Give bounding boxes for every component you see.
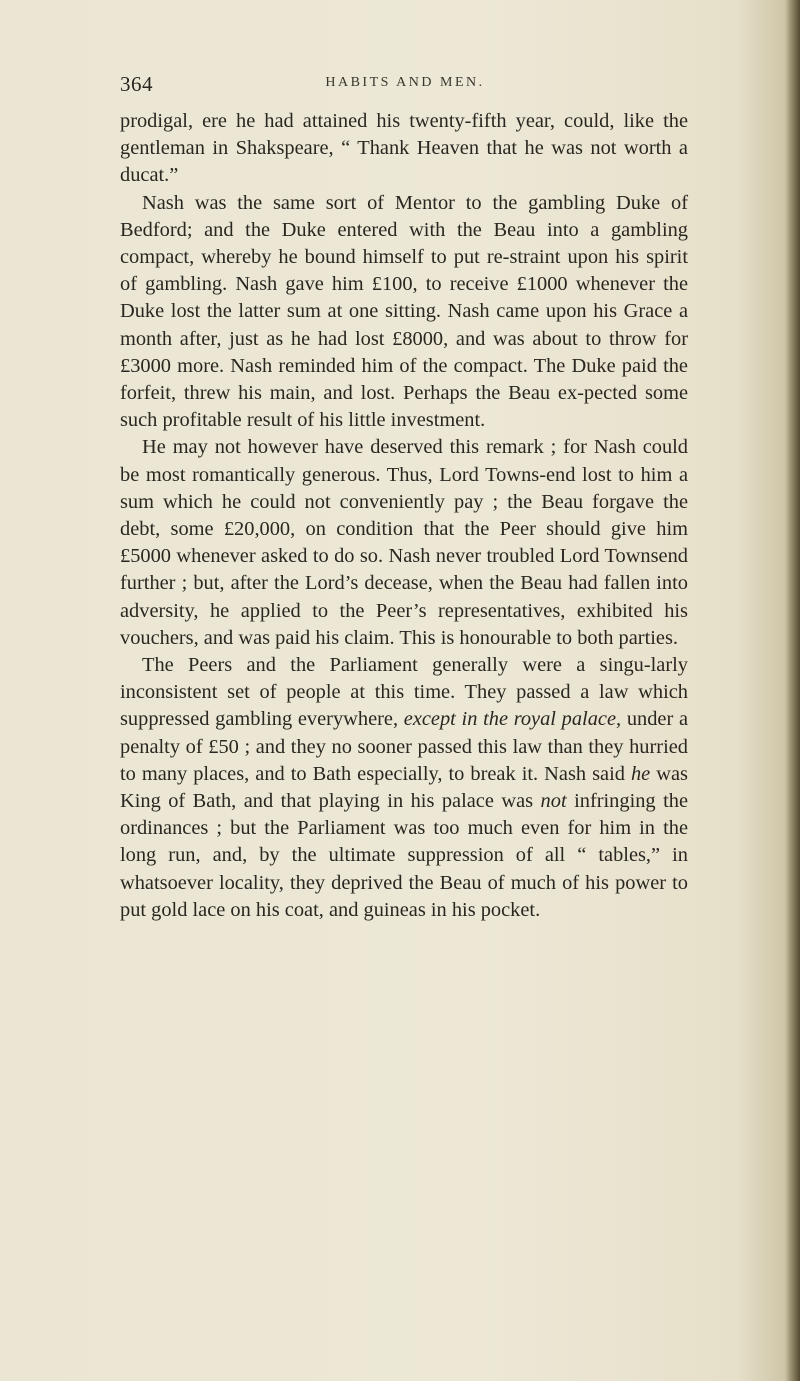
- italic-word-not: not: [540, 790, 567, 813]
- body-text: [120, 108, 688, 924]
- page-header: [120, 72, 690, 102]
- running-head: HABITS AND MEN.: [325, 75, 485, 90]
- paragraph-4-part-c: was King of Bath, and that playing in his palace was: [120, 762, 688, 813]
- paragraph-3: He may not however have deserved this remark ; for Nash could be most romantically generous. Thus, Lord Towns-end lost to him a sum which he could not conveniently pay ; the Beau forgave the debt, some £20,000, on condition that the Peer should give him £5000 whenever asked to do so. Nash never troubled Lord Townsend further ; but, after the Lord’s decease, when the Beau had fallen into adversity, he applied to the Peer’s representatives, exhibited his vouchers, and was paid his claim. This is honourable to both parties.: [120, 436, 688, 649]
- paragraph-4-part-d: infringing the ordinances ; but the Parliament was too much even for him in the long run, and, by the ultimate suppression of all “ tables,” in whatsoever locality, they deprived the Beau of much of his power to put gold lace on his coat, and guineas in his pocket.: [120, 790, 688, 921]
- italic-word-he: he: [630, 762, 651, 785]
- paragraph-4-part-a: The Peers and the Parliament generally were a singu-larly inconsistent set of people at this time. They passed a law which suppressed gambling everywhere,: [120, 654, 688, 731]
- paragraph-4-part-b: under a penalty of £50 ; and they no sooner passed this law than they hurried to many places, and to Bath especially, to break it. Nash said: [120, 708, 688, 785]
- paragraph-4: [120, 652, 688, 924]
- paragraph-1: prodigal, ere he had attained his twenty-fifth year, could, like the gentleman in Shakspeare, “ Thank Heaven that he was not worth a ducat.”: [120, 110, 688, 187]
- italic-phrase-royal-palace: except in the royal palace,: [403, 708, 622, 731]
- page-number: 364: [120, 72, 153, 96]
- page-edge-shadow: [786, 0, 800, 1381]
- paragraph-2: Nash was the same sort of Mentor to the gambling Duke of Bedford; and the Duke entered with the Beau into a gambling compact, whereby he bound himself to put re-straint upon his spirit of gambling. Nash gave him £100, to receive £1000 whenever the Duke lost the latter sum at one sitting. Nash came upon his Grace a month after, just as he had lost £8000, and was about to throw for £3000 more. Nash reminded him of the compact. The Duke paid the forfeit, threw his main, and lost. Perhaps the Beau ex-pected some such profitable result of his little investment.: [120, 191, 688, 432]
